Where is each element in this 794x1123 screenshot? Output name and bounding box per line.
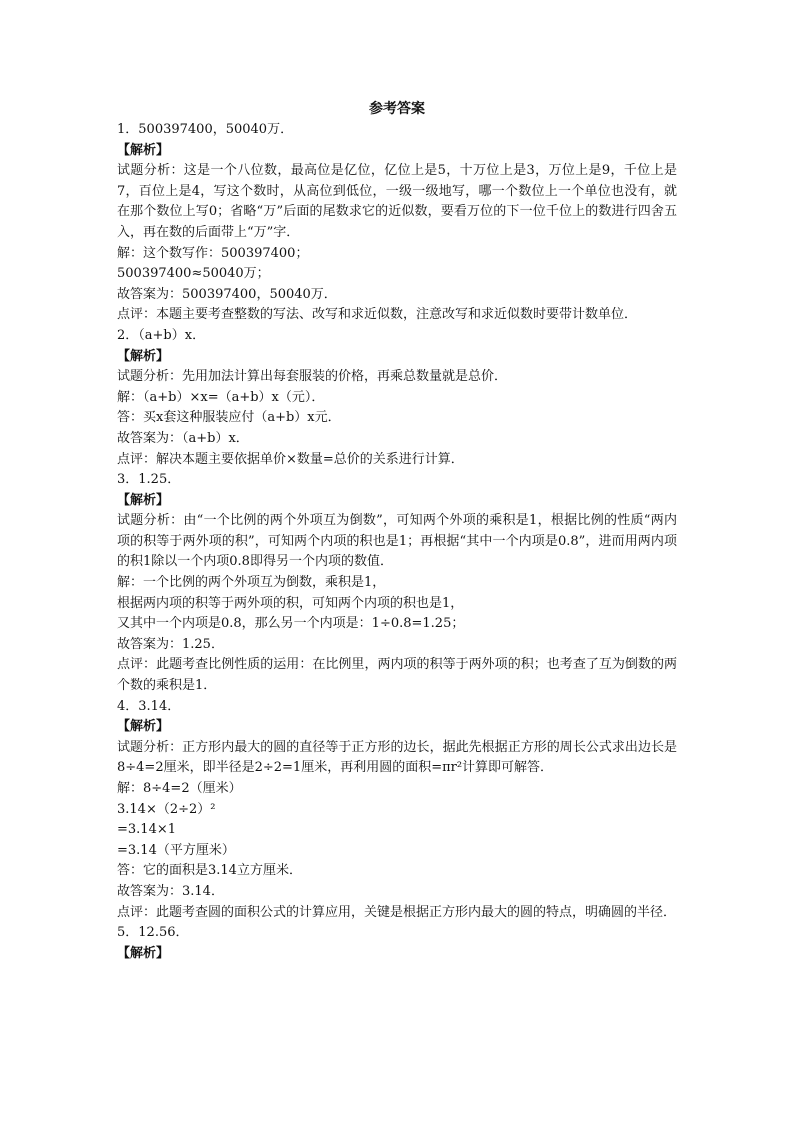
text-line: 解：一个比例的两个外项互为倒数，乘积是1， [117,575,386,591]
section-tag: 【解析】 [117,945,170,961]
text-line: =3.14×1 [117,822,177,838]
text-line: 故答案为：500397400，50040万． [117,286,337,302]
text-line: 4．3.14． [117,698,181,714]
text-line: 答：它的面积是3.14立方厘米． [117,863,302,879]
text-line: 答：买x套这种服装应付（a+b）x元． [117,410,341,426]
text-line: 解：（a+b）×x=（a+b）x（元）． [117,389,325,405]
section-tag: 【解析】 [117,492,170,508]
text-line: 根据两内项的积等于两外项的积，可知两个内项的积也是1， [117,595,464,611]
text-line: 3.14×（2÷2）² [117,801,216,817]
page-title: 参考答案 [369,101,425,117]
text-line: 3．1.25． [117,472,181,488]
section-tag: 【解析】 [117,142,170,158]
text-line: 点评：解决本题主要依据单价×数量=总价的关系进行计算． [117,451,464,467]
document-page [117,100,677,964]
text-line: 故答案为：3.14． [117,883,224,899]
text-line: 又其中一个内项是0.8，那么另一个内项是：1÷0.8=1.25； [117,616,465,632]
text-line: 500397400≈50040万； [117,266,270,282]
text-line: 点评：本题主要考查整数的写法、改写和求近似数，注意改写和求近似数时要带计数单位． [117,307,638,323]
text-line: 故答案为：（a+b）x． [117,430,249,446]
text-line: =3.14（平方厘米） [117,842,235,858]
text-line: 解：这个数写作：500397400； [117,245,309,261]
answer-content [117,120,677,964]
text-line: 点评：此题考查圆的面积公式的计算应用，关键是根据正方形内最大的圆的特点，明确圆的半径． [117,904,677,920]
text-line: 解：8÷4=2（厘米） [117,781,242,796]
text-line: 试题分析：由“一个比例的两个外项互为倒数”，可知两个外项的乘积是1，根据比例的性质“两内项的积等于两外项的积”，可知两个内项的积也是1；再根据“其中一个内项是0.8”，进而用两内项的积1除以一个内项0.8即得另一个内项的数值． [117,513,677,570]
text-line: 故答案为：1.25． [117,636,224,652]
text-line: 2．（a+b）x． [117,327,206,343]
text-line: 点评：此题考查比例性质的运用：在比例里，两内项的积等于两外项的积；也考查了互为倒数的两个数的乘积是1． [117,657,677,694]
section-tag: 【解析】 [117,719,170,735]
text-line: 试题分析：正方形内最大的圆的直径等于正方形的边长，据此先根据正方形的周长公式求出边长是8÷4=2厘米，即半径是2÷2=1厘米，再利用圆的面积=πr²计算即可解答． [117,739,677,776]
section-tag: 【解析】 [117,348,170,364]
text-line: 试题分析：先用加法计算出每套服装的价格，再乘总数量就是总价． [117,369,508,385]
text-line: 试题分析：这是一个八位数，最高位是亿位，亿位上是5，十万位上是3，万位上是9，千位上是7，百位上是4，写这个数时，从高位到低位，一级一级地写，哪一个数位上一个单位也没有，就在那个数位上写0；省略“万”后面的尾数求它的近似数，要看万位的下一位千位上的数进行四舍五入，再在数的后面带上“万”字． [117,163,677,240]
text-line: 1．500397400，50040万． [117,122,294,137]
text-line: 5．12.56． [117,925,189,941]
